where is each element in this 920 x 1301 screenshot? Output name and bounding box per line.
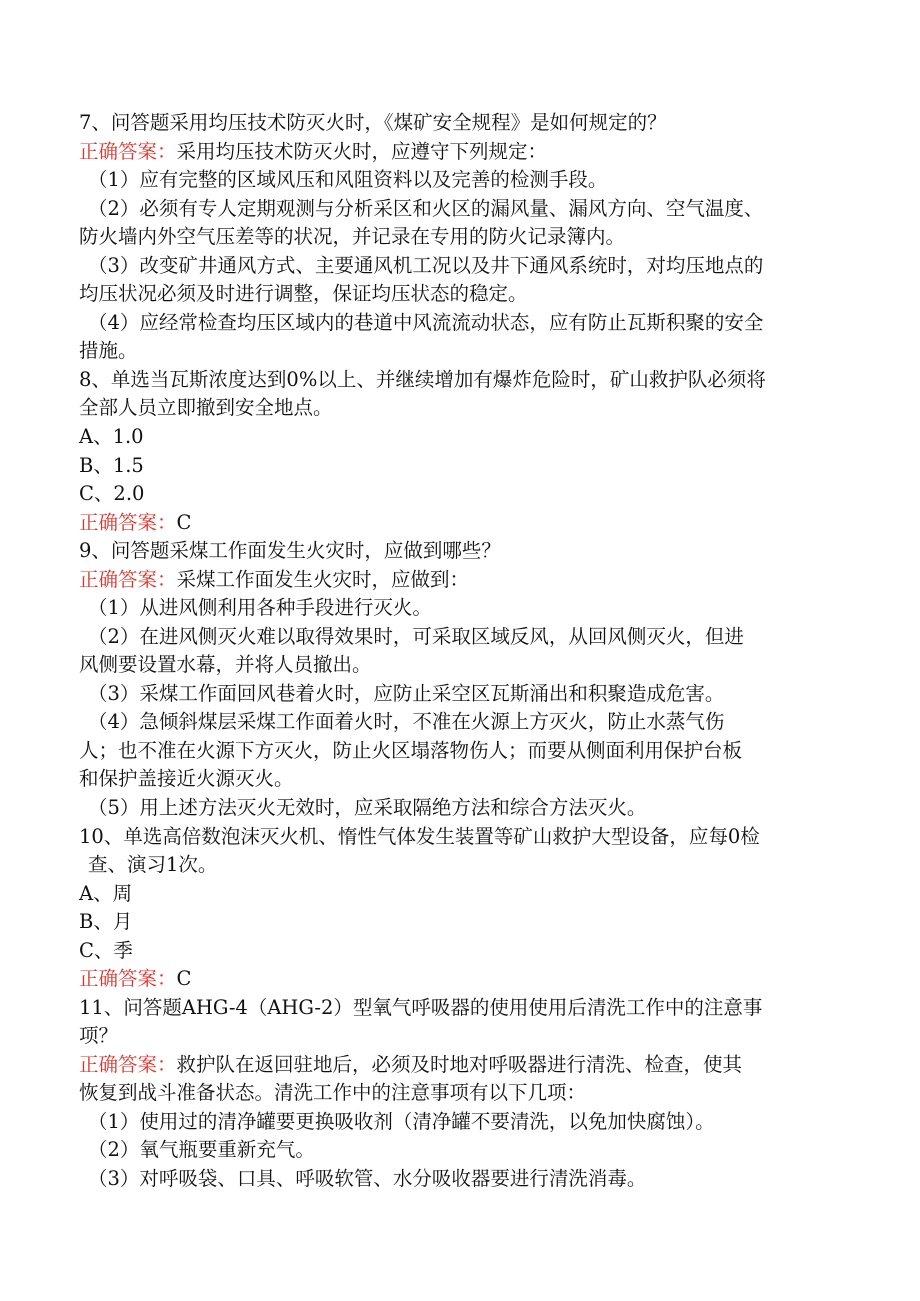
text: 人；也不准在火源下方灭火，防止火区塌落物伤人；而要从侧面利用保护台板 xyxy=(79,739,743,762)
text: 查、演习1次。 xyxy=(88,853,218,876)
option-line xyxy=(79,908,132,936)
answer-line xyxy=(79,509,191,537)
text: （3）采煤工作面回风巷着火时，应防止采空区瓦斯涌出和积聚造成危害。 xyxy=(88,682,725,705)
text: （2）必须有专人定期观测与分析采区和火区的漏风量、漏风方向、空气温度、 xyxy=(88,197,764,220)
text: 救护队在返回驻地后，必须及时地对呼吸器进行清洗、检查，使其 xyxy=(176,1053,743,1076)
text: 采用均压技术防灭火时，应遵守下列规定： xyxy=(176,140,548,163)
text: （3）改变矿井通风方式、主要通风机工况以及井下通风系统时，对均压地点的 xyxy=(88,254,764,277)
text: C、2.0 xyxy=(79,482,145,505)
text: B、月 xyxy=(79,910,133,933)
text: （1）从进风侧利用各种手段进行灭火。 xyxy=(88,596,432,619)
text: 和保护盖接近火源灭火。 xyxy=(79,767,294,790)
text: 9、问答题采煤工作面发生火灾时，应做到哪些？ xyxy=(79,539,501,562)
answer-label: 正确答案： xyxy=(79,511,177,534)
text-line xyxy=(88,1136,315,1164)
answer-label: 正确答案： xyxy=(79,967,177,990)
text-line xyxy=(79,1022,118,1050)
text: （1）应有完整的区域风压和风阻资料以及完善的检测手段。 xyxy=(88,168,608,191)
option-line xyxy=(79,480,144,508)
text-line xyxy=(88,851,217,879)
text-line xyxy=(79,765,294,793)
text-line xyxy=(88,1165,646,1193)
text-line xyxy=(79,337,138,365)
text-line xyxy=(88,708,724,736)
text: C xyxy=(176,967,192,990)
text: A、周 xyxy=(79,882,133,905)
text: （4）急倾斜煤层采煤工作面着火时，不准在火源上方灭火，防止水蒸气伤 xyxy=(88,710,725,733)
text: 采煤工作面发生火灾时，应做到： xyxy=(176,568,470,591)
text-line xyxy=(79,223,625,251)
text-line xyxy=(88,623,744,651)
text-line xyxy=(88,166,607,194)
text: 防火墙内外空气压差等的状况，并记录在专用的防火记录簿内。 xyxy=(79,225,626,248)
text: （2）在进风侧灭火难以取得效果时，可采取区域反风，从回风侧灭火，但进 xyxy=(88,625,744,648)
text: A、1.0 xyxy=(79,425,144,448)
text-line xyxy=(88,594,432,622)
text: 项？ xyxy=(79,1024,119,1047)
question-line xyxy=(79,366,766,394)
text-line xyxy=(79,280,528,308)
option-line xyxy=(79,452,144,480)
text-line xyxy=(88,195,763,223)
answer-line xyxy=(79,138,547,166)
answer-line xyxy=(79,1051,742,1079)
text-line xyxy=(88,680,724,708)
answer-label: 正确答案： xyxy=(79,1053,177,1076)
text: B、1.5 xyxy=(79,454,144,477)
option-line xyxy=(79,423,144,451)
text: （4）应经常检查均压区域内的巷道中风流流动状态，应有防止瓦斯积聚的安全 xyxy=(88,311,764,334)
text: （2）氧气瓶要重新充气。 xyxy=(88,1138,315,1161)
text: 均压状况必须及时进行调整，保证均压状态的稳定。 xyxy=(79,282,528,305)
text: （1）使用过的清净罐要更换吸收剂（清净罐不要清洗，以免加快腐蚀）。 xyxy=(88,1110,715,1133)
text-line xyxy=(79,1079,586,1107)
question-line xyxy=(79,823,760,851)
answer-label: 正确答案： xyxy=(79,568,177,591)
text: （5）用上述方法灭火无效时，应采取隔绝方法和综合方法灭火。 xyxy=(88,796,647,819)
text-line xyxy=(79,737,742,765)
text-line xyxy=(88,309,763,337)
text: 恢复到战斗准备状态。清洗工作中的注意事项有以下几项： xyxy=(79,1081,587,1104)
text-line xyxy=(88,252,763,280)
question-line xyxy=(79,537,501,565)
question-line xyxy=(79,109,667,137)
answer-label: 正确答案： xyxy=(79,140,177,163)
text: C、季 xyxy=(79,939,133,962)
answer-line xyxy=(79,965,191,993)
text: 10、单选高倍数泡沫灭火机、惰性气体发生装置等矿山救护大型设备，应每0检 xyxy=(79,825,760,848)
answer-line xyxy=(79,566,469,594)
text: C xyxy=(176,511,192,534)
text: 8、单选当瓦斯浓度达到0%以上、并继续增加有爆炸危险时，矿山救护队必须将 xyxy=(79,368,766,391)
option-line xyxy=(79,880,132,908)
text: 全部人员立即撤到安全地点。 xyxy=(79,396,333,419)
text-line xyxy=(79,394,333,422)
text-line xyxy=(79,651,372,679)
question-line xyxy=(79,994,762,1022)
text-line xyxy=(88,1108,715,1136)
text-line xyxy=(88,794,646,822)
option-line xyxy=(79,937,133,965)
text: 7、问答题采用均压技术防灭火时，《煤矿安全规程》是如何规定的？ xyxy=(79,111,667,134)
text: 措施。 xyxy=(79,339,138,362)
text: 风侧要设置水幕，并将人员撤出。 xyxy=(79,653,372,676)
text: 11、问答题AHG-4（AHG-2）型氧气呼吸器的使用使用后清洗工作中的注意事 xyxy=(79,996,763,1019)
text: （3）对呼吸袋、口具、呼吸软管、水分吸收器要进行清洗消毒。 xyxy=(88,1167,647,1190)
